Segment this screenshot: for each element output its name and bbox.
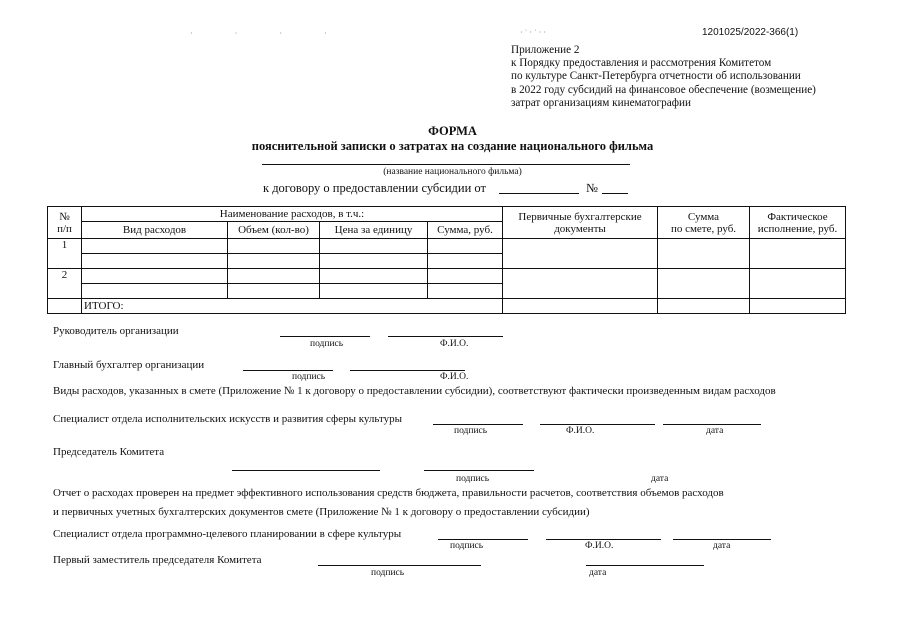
date-line (663, 424, 761, 425)
chairman-label: Председатель Комитета (53, 446, 165, 458)
caption-signature: подпись (371, 568, 405, 578)
contract-text: к договору о предоставлении субсидии от (263, 181, 486, 195)
table-cell[interactable] (320, 239, 428, 254)
annex-line: к Порядку предоставления и рассмотрения Комитетом (511, 57, 772, 70)
col-estimate-header (658, 207, 750, 239)
contract-date-line (499, 193, 579, 194)
table-cell[interactable] (320, 254, 428, 269)
caption-name: Ф.И.О. (585, 541, 614, 551)
table-cell[interactable] (658, 269, 750, 299)
sub-header-volume: Объем (кол-во) (228, 222, 320, 239)
table-cell[interactable] (320, 284, 428, 299)
annex-line: по культуре Санкт-Петербурга отчетности об использовании (511, 70, 801, 83)
caption-name: Ф.И.О. (440, 372, 469, 382)
table-cell[interactable] (228, 269, 320, 284)
table-cell[interactable] (503, 299, 658, 314)
col-actual-label: исполнение, руб. (757, 222, 838, 235)
sub-header-sum: Сумма, руб. (428, 222, 503, 239)
number-sign: № (586, 181, 598, 195)
caption-date: дата (706, 426, 724, 436)
row-number: 2 (48, 269, 82, 299)
name-line (540, 424, 655, 425)
caption-signature: подпись (450, 541, 484, 551)
scan-mark: · · · · (190, 29, 347, 38)
table-cell[interactable] (503, 239, 658, 269)
expense-group-header: Наименование расходов, в т.ч.: (82, 207, 503, 222)
caption-signature: подпись (454, 426, 488, 436)
table-cell[interactable] (658, 299, 750, 314)
table-cell[interactable] (750, 299, 846, 314)
date-line (586, 565, 704, 566)
col-num-label: п/п (57, 222, 72, 235)
caption-name: Ф.И.О. (566, 426, 595, 436)
name-line (546, 539, 661, 540)
table-cell[interactable] (750, 239, 846, 269)
table-cell[interactable] (82, 284, 228, 299)
annex-block (511, 44, 816, 110)
table-cell[interactable] (428, 254, 503, 269)
table-cell[interactable] (658, 239, 750, 269)
caption-signature: подпись (292, 372, 326, 382)
annex-line: Приложение 2 (511, 44, 580, 56)
statement-check-1: Отчет о расходах проверен на предмет эффективного использования средств бюджета, правильности расчетов, соответствия объемов расходов (53, 487, 724, 499)
signature-line (424, 470, 534, 471)
sub-header-price: Цена за единицу (320, 222, 428, 239)
caption-signature: подпись (310, 339, 344, 349)
table-cell[interactable] (82, 239, 228, 254)
col-docs-label: документы (554, 222, 606, 235)
statement-check-2: и первичных учетных бухгалтерских документов смете (Приложение № 1 к договору о предоставлении субсидии) (53, 506, 590, 518)
col-actual-label: Фактическое (767, 210, 828, 223)
table-cell[interactable] (228, 284, 320, 299)
table-cell[interactable] (750, 269, 846, 299)
row-number: 1 (48, 239, 82, 269)
col-docs-header (503, 207, 658, 239)
signature-line (243, 370, 333, 371)
document-number: 1201025/2022-366(1) (702, 27, 799, 38)
table-cell[interactable] (228, 239, 320, 254)
table-cell[interactable] (82, 269, 228, 284)
signature-line (280, 336, 370, 337)
col-actual-header (750, 207, 846, 239)
col-num-label: № (59, 210, 70, 223)
caption-date: дата (713, 541, 731, 551)
col-docs-label: Первичные бухгалтерские (518, 210, 642, 223)
expense-table (47, 206, 846, 314)
name-line (388, 336, 503, 337)
table-cell[interactable] (320, 269, 428, 284)
table-cell[interactable] (428, 239, 503, 254)
film-name-caption: (название национального фильма) (383, 167, 522, 177)
col-num-header (48, 207, 82, 239)
sub-header-type: Вид расходов (82, 222, 228, 239)
chief-accountant-label: Главный бухгалтер организации (53, 359, 205, 371)
chairman-line (232, 470, 380, 471)
table-cell[interactable] (503, 269, 658, 299)
name-line (350, 370, 465, 371)
annex-line: в 2022 году субсидий на финансовое обеспечение (возмещение) (511, 83, 816, 96)
first-deputy-label: Первый заместитель председателя Комитета (53, 554, 262, 566)
caption-signature: подпись (456, 474, 490, 484)
caption-date: дата (651, 474, 669, 484)
scan-mark: · ˙ · ˙ · · (520, 28, 546, 37)
head-org-label: Руководитель организации (53, 325, 179, 337)
contract-number-line (602, 193, 628, 194)
signature-line (438, 539, 528, 540)
caption-name: Ф.И.О. (440, 339, 469, 349)
signature-line (318, 565, 481, 566)
table-cell[interactable] (82, 254, 228, 269)
specialist-arts-label: Специалист отдела исполнительских искусств и развития сферы культуры (53, 413, 403, 425)
table-cell (48, 299, 82, 314)
form-subtitle: пояснительной записки о затратах на создание национального фильма (251, 139, 654, 153)
table-cell[interactable] (428, 269, 503, 284)
caption-date: дата (589, 568, 607, 578)
film-name-line (262, 164, 630, 165)
date-line (673, 539, 771, 540)
statement-types: Виды расходов, указанных в смете (Приложение № 1 к договору о предоставлении субсидии), соответствуют фактически произведенным видам расходов (53, 385, 776, 397)
signature-line (433, 424, 523, 425)
form-title: ФОРМА (428, 124, 477, 138)
annex-line: затрат организациям кинематографии (511, 96, 691, 109)
col-estimate-label: по смете, руб. (670, 222, 737, 235)
table-cell[interactable] (428, 284, 503, 299)
specialist-planning-label: Специалист отдела программно-целевого планировании в сфере культуры (53, 528, 402, 540)
total-label: ИТОГО: (82, 299, 503, 314)
col-estimate-label: Сумма (687, 210, 720, 223)
table-cell[interactable] (228, 254, 320, 269)
